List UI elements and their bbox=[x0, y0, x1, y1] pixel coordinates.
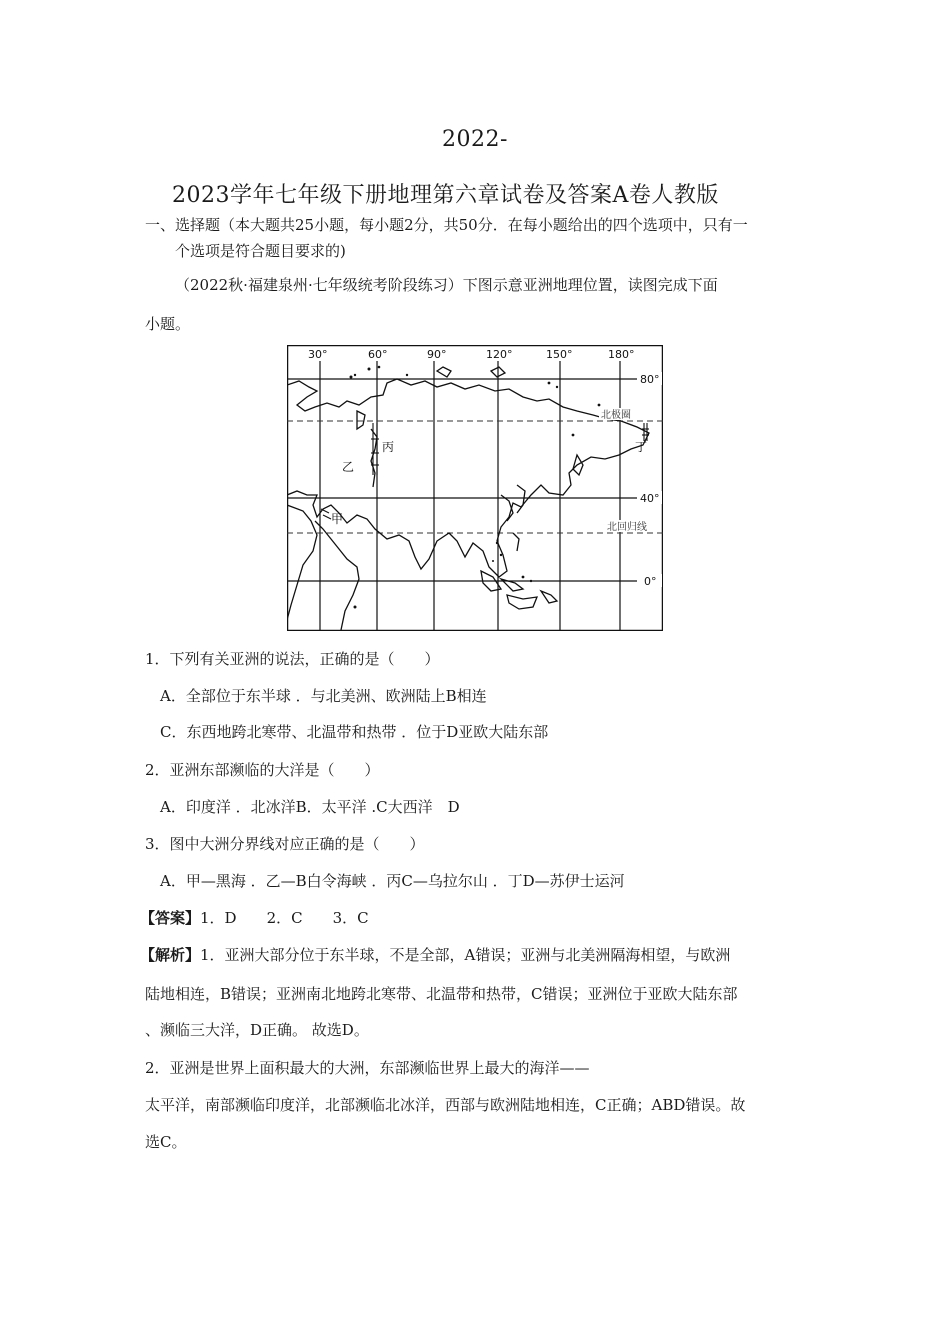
analysis-line-6: 选C。 bbox=[145, 1133, 187, 1151]
lat-label-0: 0° bbox=[644, 575, 657, 588]
analysis-text-1: 1．亚洲大部分位于东半球，不是全部，A错误；亚洲与北美洲隔海相望，与欧洲 bbox=[200, 946, 731, 964]
marker-bing: 丙 bbox=[382, 440, 395, 454]
intro-line-2: 小题。 bbox=[145, 315, 191, 333]
question-1-options-ab: A．全部位于东半球 ．与北美洲、欧洲陆上B相连 bbox=[160, 687, 487, 705]
analysis-line-1 bbox=[140, 944, 730, 966]
lat-label-40: 40° bbox=[640, 492, 660, 505]
answer-text: 1．D 2．C 3．C bbox=[200, 909, 369, 927]
lon-label-180: 180° bbox=[608, 348, 635, 361]
analysis-tag: 【解析】 bbox=[140, 946, 201, 964]
analysis-line-4: 2．亚洲是世界上面积最大的大洲，东部濒临世界上最大的海洋—— bbox=[145, 1059, 590, 1077]
question-1-stem: 1．下列有关亚洲的说法，正确的是（ ） bbox=[145, 650, 440, 668]
title-line-1: 2022- bbox=[442, 127, 508, 152]
marker-jia: 甲 bbox=[331, 512, 344, 526]
question-1-options-cd: C．东西地跨北寒带、北温带和热带 ．位于D亚欧大陆东部 bbox=[160, 723, 549, 741]
map-frame bbox=[288, 346, 663, 631]
asia-location-map bbox=[287, 345, 663, 631]
lat-label-80: 80° bbox=[640, 373, 660, 386]
lon-label-120: 120° bbox=[486, 348, 513, 361]
lon-label-150: 150° bbox=[546, 348, 573, 361]
intro-line-1: （2022秋·福建泉州·七年级统考阶段练习）下图示意亚洲地理位置，读图完成下面 bbox=[175, 276, 718, 294]
answer-tag: 【答案】 bbox=[140, 909, 201, 927]
lon-label-60: 60° bbox=[368, 348, 388, 361]
tropic-of-cancer-label: 北回归线 bbox=[607, 522, 647, 533]
analysis-line-5: 太平洋，南部濒临印度洋，北部濒临北冰洋，西部与欧洲陆地相连，C正确；ABD错误。故 bbox=[145, 1096, 746, 1114]
analysis-line-3: 、濒临三大洋，D正确。 故选D。 bbox=[145, 1021, 369, 1039]
question-3-stem: 3．图中大洲分界线对应正确的是（ ） bbox=[145, 835, 425, 853]
arctic-circle-label: 北极圈 bbox=[601, 410, 631, 421]
section-heading-line-1: 一、选择题（本大题共25小题，每小题2分，共50分．在每小题给出的四个选项中，只有一 bbox=[145, 216, 748, 234]
marker-ding: 丁 bbox=[635, 440, 648, 454]
title-line-2: 2023学年七年级下册地理第六章试卷及答案A卷人教版 bbox=[172, 183, 719, 208]
section-heading-line-2: 个选项是符合题目要求的) bbox=[175, 242, 346, 260]
question-3-options: A．甲—黑海 ．乙—B白令海峡 ．丙C—乌拉尔山 ．丁D—苏伊士运河 bbox=[160, 872, 625, 890]
answer-line bbox=[140, 907, 369, 929]
lon-label-90: 90° bbox=[427, 348, 447, 361]
analysis-line-2: 陆地相连，B错误；亚洲南北地跨北寒带、北温带和热带，C错误；亚洲位于亚欧大陆东部 bbox=[145, 985, 738, 1003]
marker-yi: 乙 bbox=[342, 460, 355, 474]
question-2-stem: 2．亚洲东部濒临的大洋是（ ） bbox=[145, 761, 380, 779]
question-2-options: A．印度洋 ．北冰洋B．太平洋 .C大西洋 D bbox=[160, 798, 460, 816]
lon-label-30: 30° bbox=[308, 348, 328, 361]
